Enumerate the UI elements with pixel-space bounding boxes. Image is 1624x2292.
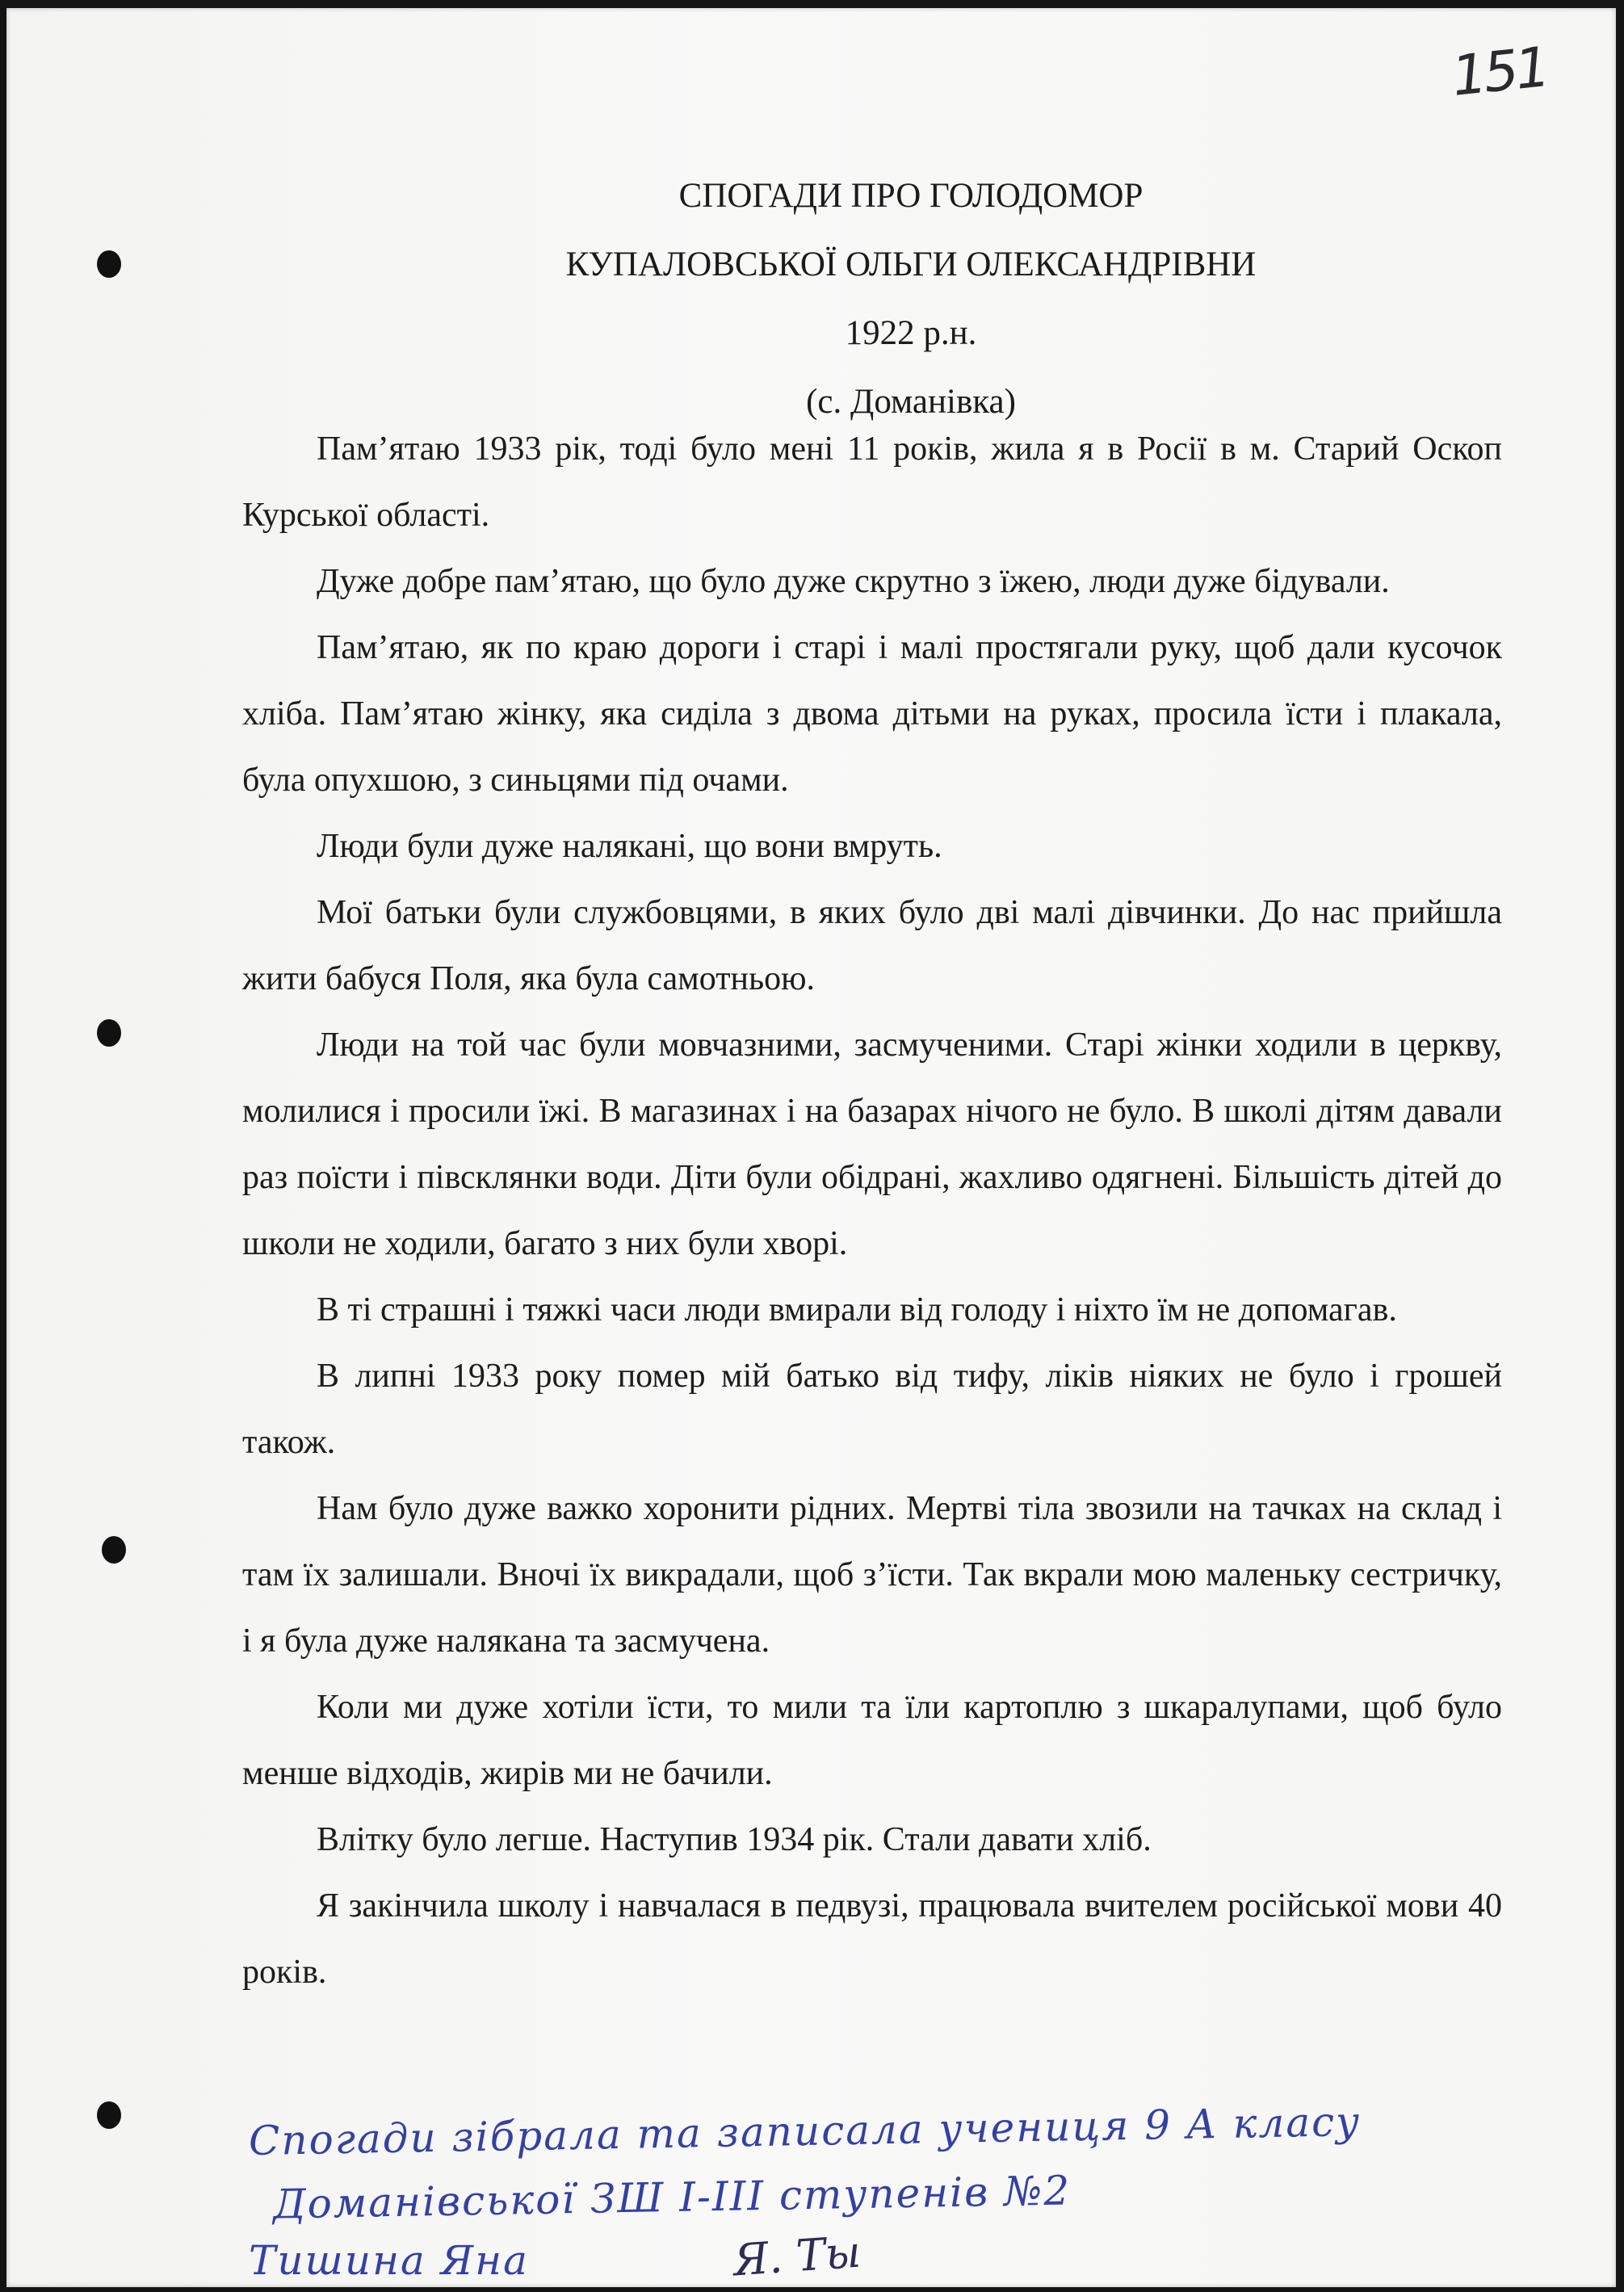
signature: Я. Ты xyxy=(731,2226,862,2286)
handwritten-page-number: 151 xyxy=(1449,36,1551,109)
paragraph: Влітку було легше. Наступив 1934 рік. Стали давати хліб. xyxy=(317,1821,1152,1858)
handwritten-note-line: Спогади зібрала та записала учениця 9 А класу xyxy=(248,2097,1362,2165)
handwritten-note-line: Доманівської ЗШ І-ІІІ ступенів №2 xyxy=(272,2167,1072,2228)
paragraph: Коли ми дуже хотіли їсти, то мили та їли картоплю з шкаралупами, щоб було менше відходів, жирів ми не бачили. xyxy=(242,1689,1502,1792)
handwritten-note-line: Тишина Яна xyxy=(249,2237,529,2284)
paragraph: Мої батьки були службовцями, в яких було дві малі дівчинки. До нас прийшла жити бабуся Поля, яка була самотньою. xyxy=(242,894,1502,997)
paragraph: Люди на той час були мовчазними, засмученими. Старі жінки ходили в церкву, молилися і просили їжі. В магазинах і на базарах нічого не було. В школі дітям давали раз поїсти і півсклянки води. Діти були обідрані, жахливо одягнені. Більшість дітей до школи не ходили, багато з них були хворі. xyxy=(242,1026,1502,1262)
paragraph: Нам було дуже важко хоронити рідних. Мертві тіла звозили на тачках на склад і там їх залишали. Вночі їх викрадали, щоб з’їсти. Так вкрали мою маленьку сестричку, і я була дуже налякана та засмучена. xyxy=(242,1490,1502,1660)
memoir-body xyxy=(242,416,1502,2005)
paragraph: В ті страшні і тяжкі часи люди вмирали від голоду і ніхто їм не допомагав. xyxy=(317,1291,1397,1329)
paragraph: Я закінчила школу і навчалася в педвузі, працювала вчителем російської мови 40 років. xyxy=(242,1887,1502,1991)
paragraph: Люди були дуже налякані, що вони вмруть. xyxy=(317,828,942,865)
paragraph: Пам’ятаю 1933 рік, тоді було мені 11 років, жила я в Росії в м. Старий Оскоп Курської області. xyxy=(242,430,1502,534)
paragraph: Пам’ятаю, як по краю дороги і старі і малі простягали руку, щоб дали кусочок хліба. Пам’ятаю жінку, яка сиділа з двома дітьми на руках, просила їсти і плакала, була опухшою, з синьцями під очами. xyxy=(242,629,1502,799)
village: (с. Доманівка) xyxy=(806,383,1016,421)
punch-hole xyxy=(97,1019,121,1047)
title-line: СПОГАДИ ПРО ГОЛОДОМОР xyxy=(678,177,1144,215)
paragraph: Дуже добре пам’ятаю, що було дуже скрутно з їжею, люди дуже бідували. xyxy=(317,563,1390,600)
title-line: КУПАЛОВСЬКОЇ ОЛЬГИ ОЛЕКСАНДРІВНИ xyxy=(565,246,1257,283)
punch-hole xyxy=(102,1536,126,1564)
punch-hole xyxy=(97,2101,121,2129)
document-page xyxy=(6,8,1616,2287)
document-title xyxy=(6,162,1624,436)
birth-year: 1922 р.н. xyxy=(845,314,977,352)
paragraph: В липні 1933 року помер мій батько від тифу, ліків ніяких не було і грошей також. xyxy=(242,1358,1502,1461)
